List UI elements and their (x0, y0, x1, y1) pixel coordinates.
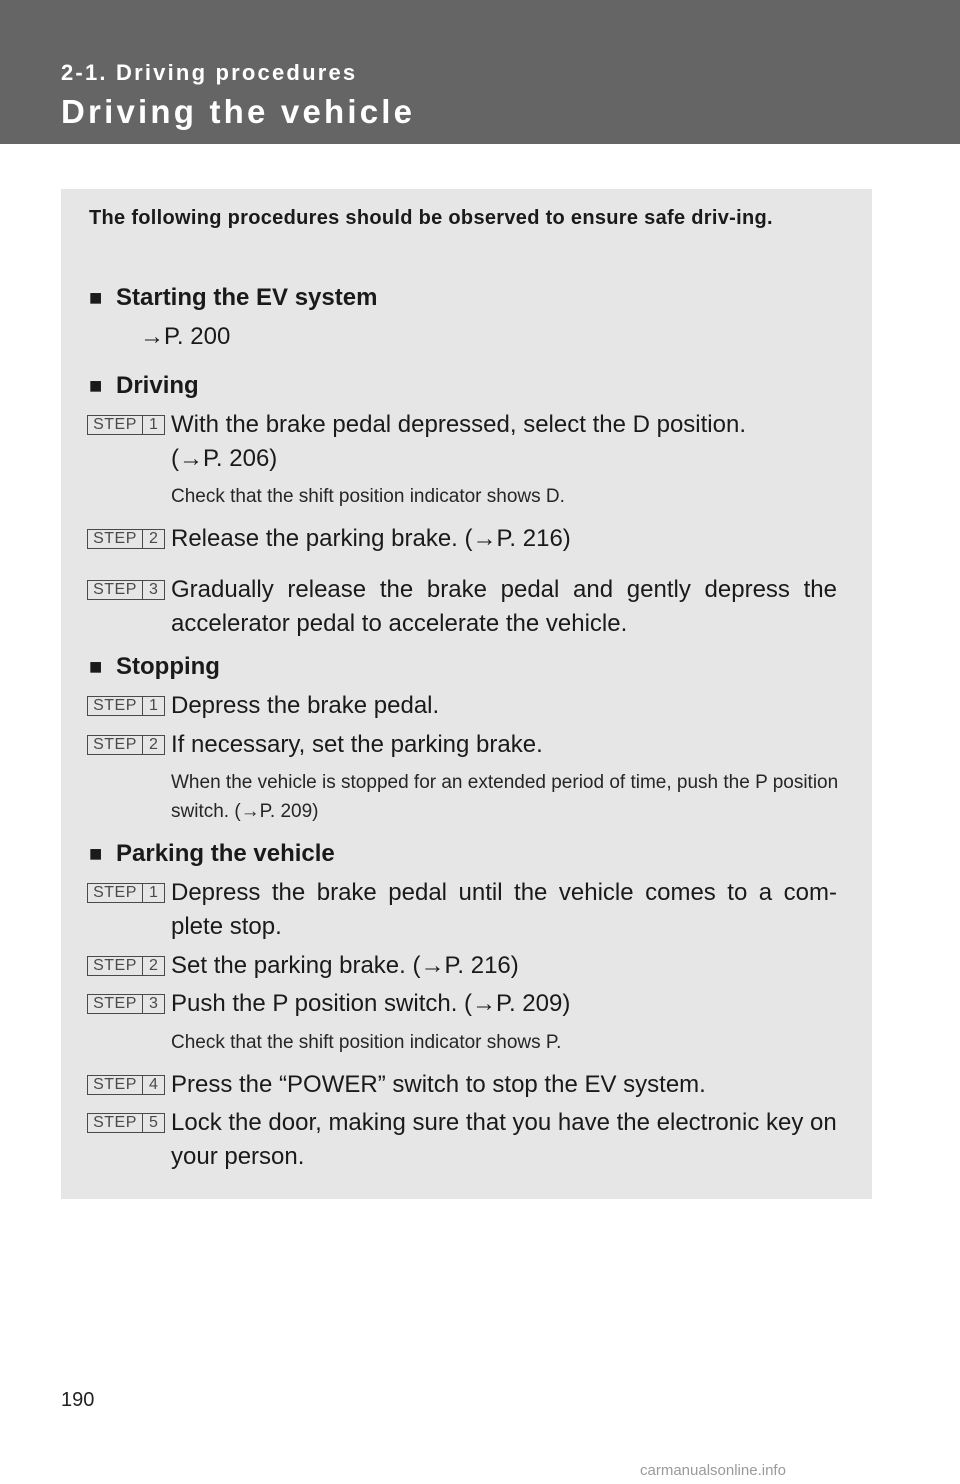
step-number: 1 (149, 884, 158, 901)
step-number: 3 (149, 581, 158, 598)
step-text: Lock the door, making sure that you have the electronic key on your person. (171, 1109, 837, 1170)
page-number: 190 (61, 1389, 95, 1411)
heading-parking (89, 840, 335, 868)
chapter-header (0, 0, 960, 144)
step-badge-label: STEP (93, 581, 137, 598)
step-text: With the brake pedal depressed, select the D position. (→P. 206) (171, 411, 746, 472)
watermark: carmanualsonline.info (640, 1462, 786, 1479)
step-note: Check that the shift position indicator shows P. (171, 1032, 562, 1053)
square-bullet-icon: ■ (89, 285, 103, 310)
square-bullet-icon: ■ (89, 841, 103, 866)
step-badge-label: STEP (93, 1076, 137, 1093)
step-badge (87, 883, 165, 903)
step-note: When the vehicle is stopped for an extended period of time, push the P position switch. (→P. 209) (171, 772, 839, 822)
square-bullet-icon: ■ (89, 654, 103, 679)
heading-stopping-label: Stopping (116, 653, 220, 680)
intro-text: The following procedures should be observed to ensure safe driv-ing. (89, 207, 773, 229)
step-number: 4 (149, 1076, 158, 1093)
step-badge (87, 994, 165, 1014)
heading-driving (89, 372, 199, 400)
step-text: Depress the brake pedal until the vehicle comes to a com-plete stop. (171, 879, 837, 940)
step-badge (87, 696, 165, 716)
step-badge-label: STEP (93, 736, 137, 753)
step-text: Depress the brake pedal. (171, 692, 440, 719)
step-badge (87, 529, 165, 549)
step-badge (87, 956, 165, 976)
heading-starting-label: Starting the EV system (116, 284, 378, 311)
step-number: 3 (149, 995, 158, 1012)
step-number: 1 (149, 416, 158, 433)
step-number: 2 (149, 736, 158, 753)
step-badge-label: STEP (93, 1114, 137, 1131)
page-title: Driving the vehicle (61, 93, 416, 130)
step-text: Press the “POWER” switch to stop the EV system. (171, 1071, 706, 1098)
step-badge (87, 580, 165, 600)
step-badge-label: STEP (93, 530, 137, 547)
step-text: Set the parking brake. (→P. 216) (171, 952, 519, 979)
step-text: Release the parking brake. (→P. 216) (171, 525, 571, 552)
step-number: 2 (149, 530, 158, 547)
step-text: Push the P position switch. (→P. 209) (171, 990, 571, 1017)
step-badge-label: STEP (93, 957, 137, 974)
step-number: 2 (149, 957, 158, 974)
step-number: 1 (149, 697, 158, 714)
step-badge (87, 1113, 165, 1133)
step-badge (87, 415, 165, 435)
step-badge-label: STEP (93, 697, 137, 714)
square-bullet-icon: ■ (89, 373, 103, 398)
heading-parking-label: Parking the vehicle (116, 840, 335, 867)
heading-driving-label: Driving (116, 372, 199, 399)
step-badge (87, 735, 165, 755)
step-text: If necessary, set the parking brake. (171, 731, 543, 758)
step-badge (87, 1075, 165, 1095)
step-badge-label: STEP (93, 884, 137, 901)
section-label: 2-1. Driving procedures (61, 60, 358, 85)
step-badge-label: STEP (93, 995, 137, 1012)
step-badge-label: STEP (93, 416, 137, 433)
heading-starting (89, 284, 377, 312)
step-text: Gradually release the brake pedal and gently depress the accelerator pedal to accelerate the vehicle. (171, 576, 837, 637)
page-ref-starting: →P. 200 (140, 323, 231, 350)
heading-stopping (89, 653, 220, 681)
step-note: Check that the shift position indicator shows D. (171, 486, 565, 507)
step-number: 5 (149, 1114, 158, 1131)
